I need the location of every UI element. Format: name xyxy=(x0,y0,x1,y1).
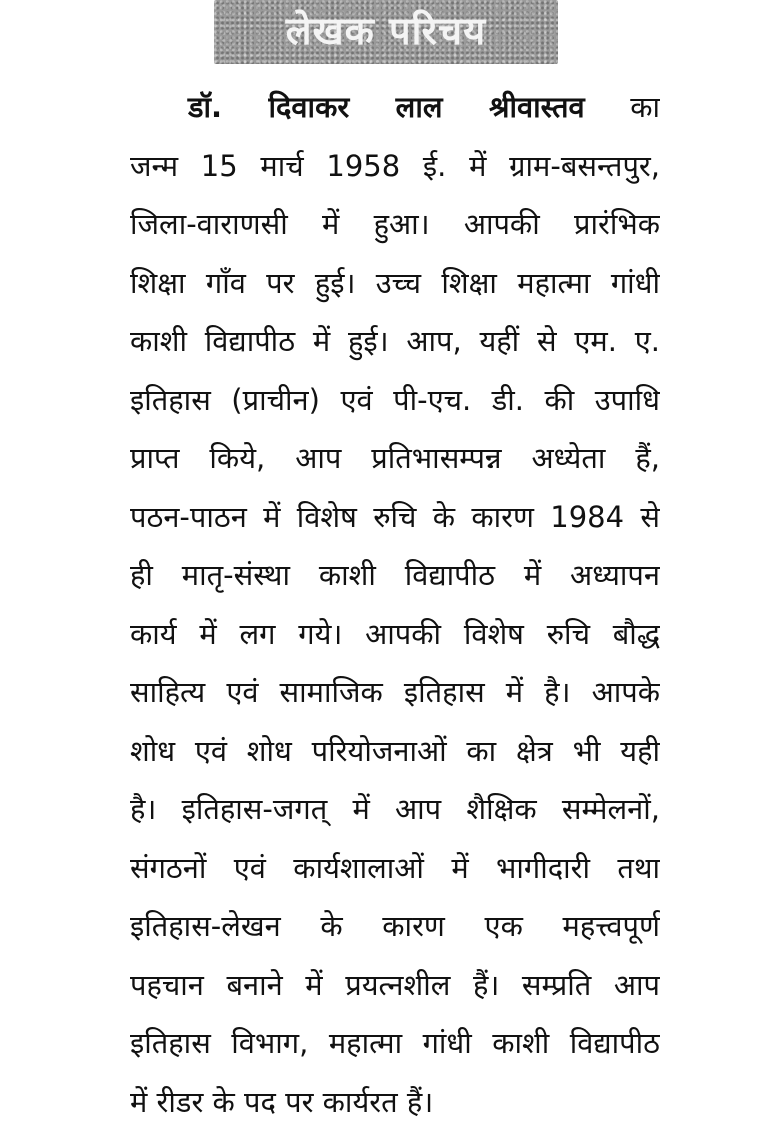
bio-line: कार्य में लग गये। आपकी विशेष रुचि बौद्ध xyxy=(130,605,660,664)
bio-line: काशी विद्यापीठ में हुई। आप, यहीं से एम. ए. xyxy=(130,312,660,371)
author-bio xyxy=(130,78,660,1131)
bio-line: साहित्य एवं सामाजिक इतिहास में है। आपके xyxy=(130,663,660,722)
bio-line: संगठनों एवं कार्यशालाओं में भागीदारी तथा xyxy=(130,839,660,898)
bio-line: पहचान बनाने में प्रयत्नशील हैं। सम्प्रति आप xyxy=(130,956,660,1015)
bio-line: पठन-पाठन में विशेष रुचि के कारण 1984 से xyxy=(130,488,660,547)
bio-line-1 xyxy=(130,78,660,137)
bio-line: इतिहास (प्राचीन) एवं पी-एच. डी. की उपाधि xyxy=(130,371,660,430)
bio-line: में रीडर के पद पर कार्यरत हैं। xyxy=(130,1073,660,1131)
bio-line: इतिहास-लेखन के कारण एक महत्त्वपूर्ण xyxy=(130,897,660,956)
bio-line: जिला-वाराणसी में हुआ। आपकी प्रारंभिक xyxy=(130,195,660,254)
heading-banner xyxy=(214,0,558,64)
bio-line: इतिहास विभाग, महात्मा गांधी काशी विद्यापीठ xyxy=(130,1014,660,1073)
bio-line-1-rest: का xyxy=(630,90,660,124)
bio-line: है। इतिहास-जगत् में आप शैक्षिक सम्मेलनों, xyxy=(130,780,660,839)
heading-title: लेखक परिचय xyxy=(214,4,558,56)
bio-line: प्राप्त किये, आप प्रतिभासम्पन्न अध्येता हैं, xyxy=(130,429,660,488)
bio-line: शोध एवं शोध परियोजनाओं का क्षेत्र भी यही xyxy=(130,722,660,781)
bio-line: जन्म 15 मार्च 1958 ई. में ग्राम-बसन्तपुर, xyxy=(130,137,660,196)
bio-line: ही मातृ-संस्था काशी विद्यापीठ में अध्यापन xyxy=(130,546,660,605)
author-name: डॉ. दिवाकर लाल श्रीवास्तव xyxy=(188,90,585,124)
bio-line: शिक्षा गाँव पर हुई। उच्च शिक्षा महात्मा गांधी xyxy=(130,254,660,313)
